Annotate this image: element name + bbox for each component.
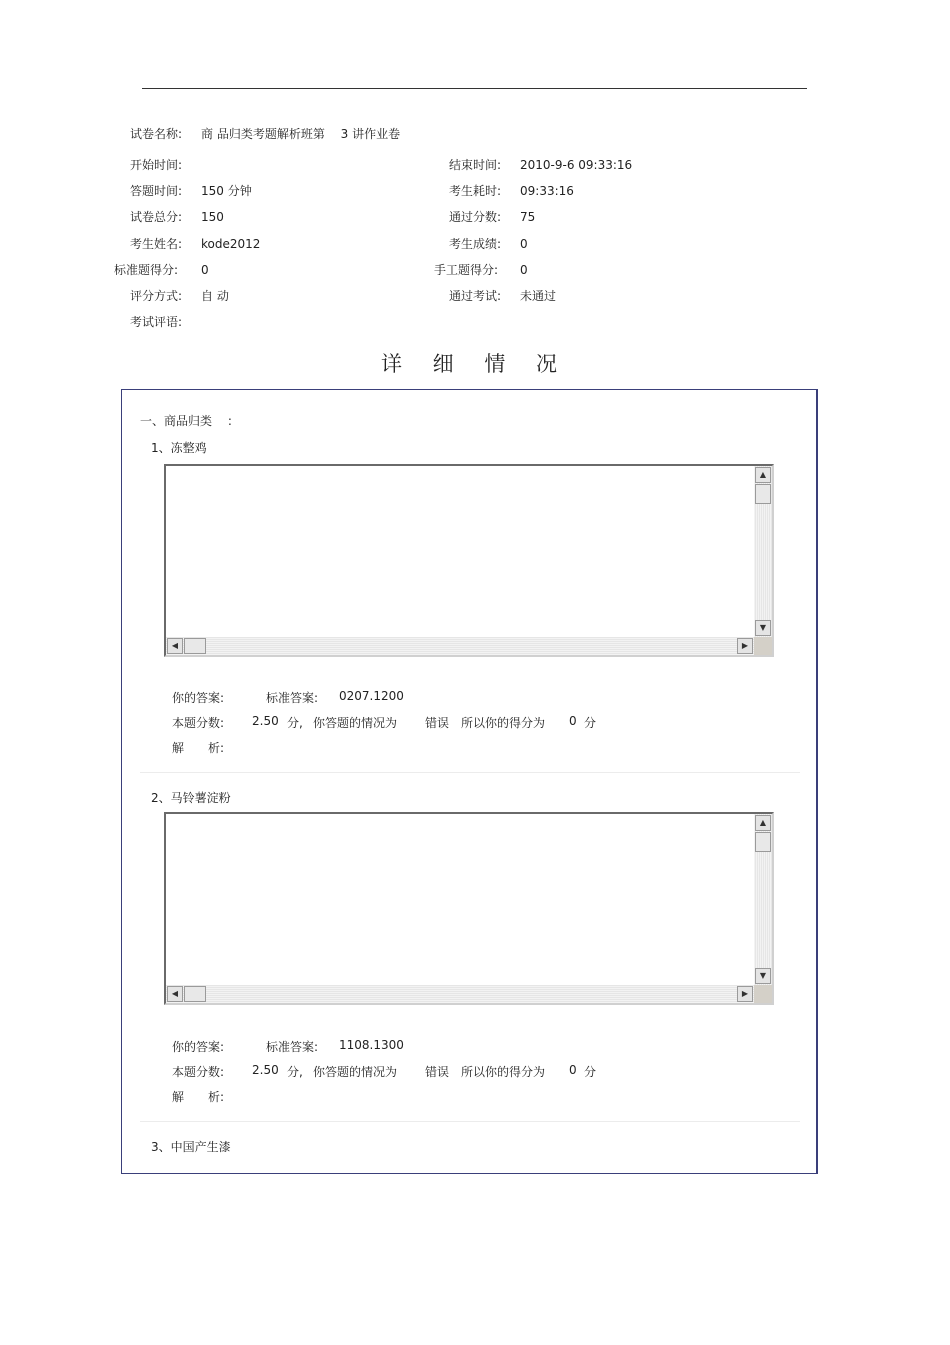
got-value: 0 bbox=[569, 1063, 577, 1077]
std-answer-value: 1108.1300 bbox=[339, 1038, 404, 1052]
student-name-label: 考生姓名: bbox=[130, 237, 183, 251]
scroll-thumb-horizontal[interactable] bbox=[184, 638, 206, 654]
your-answer-label: 你的答案: bbox=[172, 1040, 225, 1054]
question-2-analysis-line bbox=[0, 1088, 950, 1104]
analysis-label: 解 析: bbox=[172, 741, 225, 755]
question-2-title: 2、马铃薯淀粉 bbox=[151, 791, 231, 805]
grading-label: 评分方式: bbox=[130, 289, 183, 303]
question-1-analysis-line bbox=[0, 739, 950, 755]
duration-row bbox=[0, 183, 950, 199]
section-title: 详 细 情 况 bbox=[380, 352, 570, 376]
scroll-left-icon[interactable]: ◀ bbox=[167, 638, 183, 654]
scroll-thumb[interactable] bbox=[755, 832, 771, 852]
scroll-thumb-horizontal[interactable] bbox=[184, 986, 206, 1002]
comment-label: 考试评语: bbox=[130, 315, 183, 329]
question-1-answer-line bbox=[0, 689, 950, 705]
analysis-label: 解 析: bbox=[172, 1090, 225, 1104]
horizontal-scrollbar[interactable] bbox=[166, 985, 754, 1003]
top-divider bbox=[142, 88, 807, 89]
status-label: 你答题的情况为 bbox=[313, 1065, 398, 1079]
vertical-scrollbar[interactable] bbox=[754, 814, 772, 985]
elapsed-value: 09:33:16 bbox=[520, 184, 574, 198]
score-unit: 分, bbox=[287, 716, 303, 730]
elapsed-label: 考生耗时: bbox=[449, 184, 502, 198]
total-score-label: 试卷总分: bbox=[130, 210, 183, 224]
scroll-corner bbox=[754, 985, 772, 1003]
got-unit: 分 bbox=[584, 716, 597, 730]
std-answer-label: 标准答案: bbox=[266, 1040, 319, 1054]
scroll-down-icon[interactable]: ▼ bbox=[755, 968, 771, 984]
scroll-right-icon[interactable]: ▶ bbox=[737, 986, 753, 1002]
question-1-score-line bbox=[0, 714, 950, 730]
question-1-answer-textarea[interactable] bbox=[164, 464, 774, 657]
your-answer-label: 你的答案: bbox=[172, 691, 225, 705]
status-label: 你答题的情况为 bbox=[313, 716, 398, 730]
scroll-corner bbox=[754, 637, 772, 655]
pass-score-value: 75 bbox=[520, 210, 536, 224]
name-row bbox=[0, 236, 950, 252]
duration-value: 150 分钟 bbox=[201, 184, 252, 198]
start-end-row bbox=[0, 157, 950, 173]
end-time-value: 2010-9-6 09:33:16 bbox=[520, 158, 633, 172]
manual-score-label: 手工题得分: bbox=[434, 263, 499, 277]
start-time-label: 开始时间: bbox=[130, 158, 183, 172]
horizontal-scrollbar[interactable] bbox=[166, 637, 754, 655]
question-2-score-line bbox=[0, 1063, 950, 1079]
passed-label: 通过考试: bbox=[449, 289, 502, 303]
duration-label: 答题时间: bbox=[130, 184, 183, 198]
paper-name-row bbox=[0, 126, 950, 142]
scroll-up-icon[interactable]: ▲ bbox=[755, 815, 771, 831]
score-row bbox=[0, 209, 950, 225]
result-score-value: 0 bbox=[520, 237, 528, 251]
category-title: 一、商品归类 : bbox=[140, 414, 232, 428]
paper-name-label: 试卷名称: bbox=[130, 127, 183, 141]
scroll-right-icon[interactable]: ▶ bbox=[737, 638, 753, 654]
score-value: 2.50 bbox=[252, 1063, 279, 1077]
got-label: 所以你的得分为 bbox=[461, 1065, 546, 1079]
manual-score-value: 0 bbox=[520, 263, 528, 277]
std-score-label: 标准题得分: bbox=[114, 263, 179, 277]
score-unit: 分, bbox=[287, 1065, 303, 1079]
vertical-scrollbar[interactable] bbox=[754, 466, 772, 637]
question-separator bbox=[140, 772, 800, 773]
end-time-label: 结束时间: bbox=[449, 158, 502, 172]
question-1-title: 1、冻整鸡 bbox=[151, 441, 207, 455]
total-score-value: 150 bbox=[201, 210, 224, 224]
paper-name-value: 商 品归类考题解析班第 3 讲作业卷 bbox=[201, 127, 401, 141]
question-3-title: 3、中国产生漆 bbox=[151, 1140, 231, 1154]
got-label: 所以你的得分为 bbox=[461, 716, 546, 730]
grading-value: 自 动 bbox=[201, 289, 229, 303]
student-name-value: kode2012 bbox=[201, 237, 261, 251]
status-value: 错误 bbox=[425, 1065, 450, 1079]
pass-score-label: 通过分数: bbox=[449, 210, 502, 224]
std-answer-value: 0207.1200 bbox=[339, 689, 404, 703]
scroll-up-icon[interactable]: ▲ bbox=[755, 467, 771, 483]
got-unit: 分 bbox=[584, 1065, 597, 1079]
status-value: 错误 bbox=[425, 716, 450, 730]
comment-row bbox=[0, 314, 950, 330]
scroll-thumb[interactable] bbox=[755, 484, 771, 504]
scroll-down-icon[interactable]: ▼ bbox=[755, 620, 771, 636]
result-score-label: 考生成绩: bbox=[449, 237, 502, 251]
score-value: 2.50 bbox=[252, 714, 279, 728]
std-score-value: 0 bbox=[201, 263, 209, 277]
sub-score-row bbox=[0, 262, 950, 278]
score-label: 本题分数: bbox=[172, 716, 225, 730]
got-value: 0 bbox=[569, 714, 577, 728]
score-label: 本题分数: bbox=[172, 1065, 225, 1079]
std-answer-label: 标准答案: bbox=[266, 691, 319, 705]
question-2-answer-textarea[interactable] bbox=[164, 812, 774, 1005]
question-separator bbox=[140, 1121, 800, 1122]
passed-value: 未通过 bbox=[520, 289, 557, 303]
question-2-answer-line bbox=[0, 1038, 950, 1054]
scroll-left-icon[interactable]: ◀ bbox=[167, 986, 183, 1002]
grading-row bbox=[0, 288, 950, 304]
